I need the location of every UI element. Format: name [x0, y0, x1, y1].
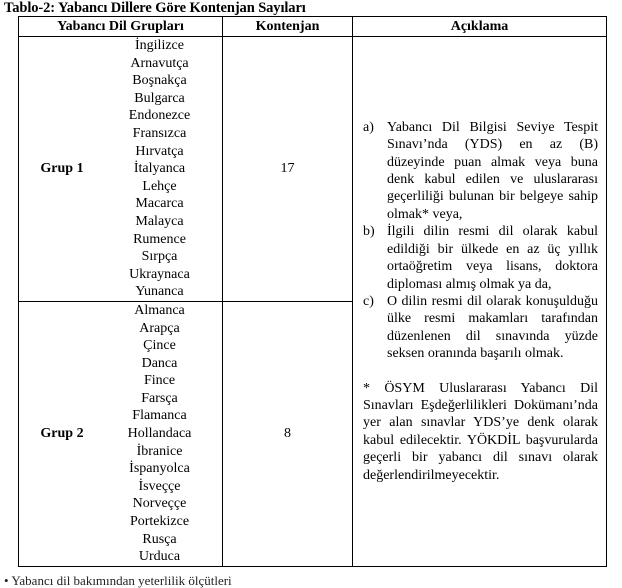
language-item: Hollandaca — [127, 426, 192, 442]
quota-value-1: 17 — [223, 37, 353, 302]
description-item-c — [363, 293, 598, 363]
header-group: Yabancı Dil Grupları — [19, 17, 223, 37]
group-label: Grup 2 — [40, 425, 84, 441]
description-cell — [353, 37, 607, 567]
language-item: İngilizce — [135, 38, 184, 53]
item-marker: a) — [363, 119, 374, 135]
language-item: Norveççe — [132, 496, 187, 512]
language-item: İtalyanca — [133, 161, 186, 177]
language-item: Fince — [143, 373, 176, 389]
language-item: Boşnakça — [132, 73, 187, 89]
header-description: Açıklama — [353, 17, 607, 37]
language-item: Rumence — [133, 231, 186, 247]
group-label: Grup 1 — [40, 160, 84, 176]
language-item: Rusça — [142, 531, 177, 547]
item-text: İlgili dilin resmi dil olarak kabul edildiği bir ülkede en az üç yıllık ortaöğretim veya lisans, doktora diploması almış olmak ya da, — [387, 224, 598, 292]
header-row — [19, 17, 607, 37]
quota-value-2: 8 — [223, 301, 353, 566]
language-item: Endonezce — [128, 108, 191, 124]
language-item: İbranice — [136, 443, 183, 459]
language-item: Macarca — [135, 196, 184, 212]
language-item: Yunanca — [135, 284, 184, 300]
language-list — [101, 302, 222, 566]
language-item: Arapça — [139, 320, 180, 336]
description-note: * ÖSYM Uluslararası Yabancı Dil Sınavları Eşdeğerlilikleri Dokümanı’nda yer alan sınavlar YDS’ye denk olarak kabul edilecektir. YÖKDİL başvurularda geçerli bir yabancı dil sınavı olarak değerlendirilmeyecektir. — [363, 380, 598, 483]
group-row-1 — [19, 37, 607, 302]
language-item: İspanyolca — [129, 461, 190, 477]
item-text: Yabancı Dil Bilgisi Seviye Tespit Sınavı’nda (YDS) en az (B) düzeyinde puan almak veya buna denk kabul edilen ve uluslararası geçerliliği bulunan bir belgeye sahip olmak* veya, — [387, 119, 598, 222]
group-1-cell — [19, 37, 223, 302]
description-item-a — [363, 119, 598, 223]
page-footnote: • Yabancı dil bakımından yeterlilik ölçütleri — [4, 573, 232, 588]
item-text: O dilin resmi dil olarak konuşulduğu ülke resmi makamları tarafından düzenlenen dil sınavında yüzde seksen oranında başarılı olmak. — [387, 293, 598, 362]
table-title: Tablo-2: Yabancı Dillere Göre Kontenjan Sayıları — [4, 0, 306, 16]
language-item: Sırpça — [141, 249, 178, 265]
quota-table — [18, 16, 607, 567]
language-item: Farsça — [141, 390, 178, 406]
language-list — [101, 37, 222, 301]
language-item: İsveççe — [138, 478, 181, 494]
language-item: Arnavutça — [130, 55, 189, 71]
language-item: Lehçe — [142, 178, 177, 194]
language-item: Danca — [141, 355, 178, 371]
language-item: Malayca — [135, 213, 184, 229]
description-item-b — [363, 223, 598, 293]
language-item: Almanca — [134, 302, 185, 318]
language-item: Fransızca — [132, 125, 187, 141]
language-item: Flamanca — [132, 408, 187, 424]
language-item: Ukraynaca — [129, 266, 190, 282]
language-item: Portekizce — [129, 514, 190, 530]
item-marker: b) — [363, 224, 375, 240]
header-quota: Kontenjan — [223, 17, 353, 37]
language-item: Urduca — [138, 549, 181, 565]
language-item: Çince — [143, 338, 176, 354]
group-2-cell — [19, 301, 223, 566]
language-item: Bulgarca — [134, 90, 185, 106]
language-item: Hırvatça — [135, 143, 184, 159]
item-marker: c) — [363, 293, 374, 309]
